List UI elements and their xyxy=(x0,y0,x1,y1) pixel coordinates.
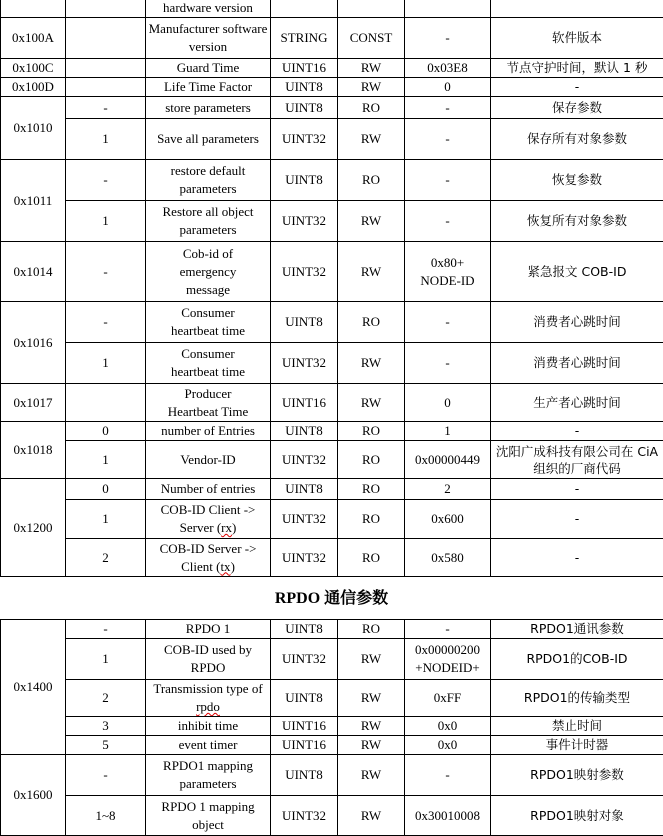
access-cell: RO xyxy=(338,500,405,539)
table-row xyxy=(1,78,663,97)
description-cell: - xyxy=(491,500,663,539)
subindex-cell: - xyxy=(66,160,146,201)
spellcheck-word: rx xyxy=(221,520,232,535)
subindex-cell: 1 xyxy=(66,119,146,160)
access-cell: RW xyxy=(338,119,405,160)
access-cell: RW xyxy=(338,755,405,796)
spellcheck-word: rpdo xyxy=(196,699,220,714)
type-cell: UINT8 xyxy=(271,620,338,639)
subindex-cell: 1 xyxy=(66,441,146,479)
default-cell: 0xFF xyxy=(405,680,491,717)
type-cell: UINT16 xyxy=(271,717,338,736)
default-cell: 0x00000200 +NODEID+ xyxy=(405,639,491,680)
type-cell: UINT32 xyxy=(271,539,338,577)
name-cell: store parameters xyxy=(146,97,271,119)
name-cell: Restore all object parameters xyxy=(146,201,271,242)
access-cell: RW xyxy=(338,796,405,836)
name-cell: Life Time Factor xyxy=(146,78,271,97)
table-row xyxy=(1,539,663,577)
type-cell: UINT8 xyxy=(271,680,338,717)
description-cell: 恢复参数 xyxy=(491,160,663,201)
type-cell: UINT8 xyxy=(271,479,338,500)
default-cell: - xyxy=(405,119,491,160)
default-cell: 0x0 xyxy=(405,736,491,755)
description-cell: 消费者心跳时间 xyxy=(491,343,663,384)
name-cell: Producer Heartbeat Time xyxy=(146,384,271,422)
type-cell: UINT32 xyxy=(271,639,338,680)
access-cell: CONST xyxy=(338,18,405,59)
access-cell: RO xyxy=(338,620,405,639)
type-cell: UINT8 xyxy=(271,160,338,201)
index-cell: 0x1600 xyxy=(1,755,66,836)
name-text: ) xyxy=(231,559,235,574)
description-cell: - xyxy=(491,479,663,500)
description-cell: 紧急报文 COB-ID xyxy=(491,242,663,302)
name-cell: restore default parameters xyxy=(146,160,271,201)
name-cell: Cob-id of emergency message xyxy=(146,242,271,302)
subindex-cell xyxy=(66,78,146,97)
default-cell: 0x03E8 xyxy=(405,59,491,78)
subindex-cell xyxy=(66,0,146,18)
type-cell: UINT8 xyxy=(271,302,338,343)
access-cell: RO xyxy=(338,302,405,343)
subindex-cell: 5 xyxy=(66,736,146,755)
table-row xyxy=(1,441,663,479)
name-cell: Guard Time xyxy=(146,59,271,78)
default-cell: 0x80+ NODE-ID xyxy=(405,242,491,302)
table-row xyxy=(1,18,663,59)
access-cell: RW xyxy=(338,717,405,736)
default-cell: 0x580 xyxy=(405,539,491,577)
description-cell: 消费者心跳时间 xyxy=(491,302,663,343)
table-row xyxy=(1,479,663,500)
access-cell: RO xyxy=(338,441,405,479)
subindex-cell: - xyxy=(66,755,146,796)
default-cell: 0x30010008 xyxy=(405,796,491,836)
name-cell: hardware version xyxy=(146,0,271,18)
type-cell: UINT32 xyxy=(271,796,338,836)
type-cell: UINT8 xyxy=(271,422,338,441)
name-cell: COB-ID used by RPDO xyxy=(146,639,271,680)
name-cell: Consumer heartbeat time xyxy=(146,343,271,384)
default-cell: 2 xyxy=(405,479,491,500)
index-cell: 0x1200 xyxy=(1,479,66,577)
description-cell: 节点守护时间，默认 1 秒 xyxy=(491,59,663,78)
name-cell: RPDO 1 xyxy=(146,620,271,639)
type-cell: UINT8 xyxy=(271,78,338,97)
table-row xyxy=(1,755,663,796)
table-row xyxy=(1,343,663,384)
name-cell xyxy=(146,539,271,577)
name-text: Transmission type of xyxy=(153,681,262,696)
description-cell: - xyxy=(491,78,663,97)
access-cell: RW xyxy=(338,639,405,680)
subindex-cell: - xyxy=(66,242,146,302)
table-row xyxy=(1,160,663,201)
access-cell: RW xyxy=(338,680,405,717)
default-cell: 0x0 xyxy=(405,717,491,736)
index-cell: 0x1400 xyxy=(1,620,66,755)
table-row xyxy=(1,639,663,680)
subindex-cell: 1 xyxy=(66,500,146,539)
subindex-cell: - xyxy=(66,620,146,639)
name-cell: Consumer heartbeat time xyxy=(146,302,271,343)
table-row xyxy=(1,97,663,119)
index-cell: 0x1018 xyxy=(1,422,66,479)
default-cell: 0x600 xyxy=(405,500,491,539)
name-cell: Number of entries xyxy=(146,479,271,500)
table-row xyxy=(1,620,663,639)
type-cell: UINT32 xyxy=(271,500,338,539)
type-cell: UINT32 xyxy=(271,441,338,479)
type-cell: UINT32 xyxy=(271,201,338,242)
default-cell: - xyxy=(405,755,491,796)
index-cell: 0x1014 xyxy=(1,242,66,302)
default-cell: - xyxy=(405,201,491,242)
access-cell: RO xyxy=(338,160,405,201)
access-cell: RO xyxy=(338,422,405,441)
description-cell: - xyxy=(491,422,663,441)
subindex-cell: 1~8 xyxy=(66,796,146,836)
access-cell: RW xyxy=(338,242,405,302)
access-cell: RW xyxy=(338,384,405,422)
name-text: ) xyxy=(232,520,236,535)
description-cell: RPDO1通讯参数 xyxy=(491,620,663,639)
table-row xyxy=(1,384,663,422)
access-cell: RO xyxy=(338,539,405,577)
type-cell: UINT16 xyxy=(271,736,338,755)
description-cell: 保存所有对象参数 xyxy=(491,119,663,160)
description-cell: RPDO1映射参数 xyxy=(491,755,663,796)
type-cell: UINT32 xyxy=(271,242,338,302)
rpdo-table xyxy=(0,619,663,836)
access-cell: RO xyxy=(338,479,405,500)
access-cell: RW xyxy=(338,201,405,242)
name-cell: RPDO 1 mapping object xyxy=(146,796,271,836)
name-text: COB-ID Client -> Server ( xyxy=(161,502,256,535)
name-cell xyxy=(146,680,271,717)
default-cell: 0 xyxy=(405,384,491,422)
subindex-cell: - xyxy=(66,97,146,119)
index-cell: 0x1011 xyxy=(1,160,66,242)
default-cell: - xyxy=(405,97,491,119)
name-cell: inhibit time xyxy=(146,717,271,736)
table-row xyxy=(1,500,663,539)
default-cell: 0x00000449 xyxy=(405,441,491,479)
subindex-cell: 3 xyxy=(66,717,146,736)
name-cell: number of Entries xyxy=(146,422,271,441)
index-cell: 0x100A xyxy=(1,18,66,59)
name-cell xyxy=(146,500,271,539)
default-cell: - xyxy=(405,302,491,343)
default-cell: - xyxy=(405,620,491,639)
index-cell: 0x1010 xyxy=(1,97,66,160)
table-row xyxy=(1,302,663,343)
default-cell: 0 xyxy=(405,78,491,97)
table-row xyxy=(1,119,663,160)
subindex-cell: 1 xyxy=(66,343,146,384)
type-cell: UINT32 xyxy=(271,343,338,384)
type-cell: UINT8 xyxy=(271,97,338,119)
access-cell: RW xyxy=(338,343,405,384)
default-cell: - xyxy=(405,18,491,59)
table-row xyxy=(1,736,663,755)
table-row xyxy=(1,242,663,302)
description-cell: 软件版本 xyxy=(491,18,663,59)
subindex-cell: 0 xyxy=(66,422,146,441)
index-cell: 0x100D xyxy=(1,78,66,97)
description-cell: 禁止时间 xyxy=(491,717,663,736)
description-cell xyxy=(491,0,663,18)
description-cell: 沈阳广成科技有限公司在 CiA组织的厂商代码 xyxy=(491,441,663,479)
access-cell: RW xyxy=(338,736,405,755)
description-cell: 事件计时器 xyxy=(491,736,663,755)
table-row xyxy=(1,59,663,78)
type-cell: UINT16 xyxy=(271,59,338,78)
index-cell: 0x1016 xyxy=(1,302,66,384)
description-cell: 保存参数 xyxy=(491,97,663,119)
access-cell: RW xyxy=(338,78,405,97)
subindex-cell: 1 xyxy=(66,639,146,680)
access-cell: RW xyxy=(338,59,405,78)
subindex-cell: 1 xyxy=(66,201,146,242)
default-cell: - xyxy=(405,343,491,384)
type-cell: UINT16 xyxy=(271,384,338,422)
default-cell: - xyxy=(405,160,491,201)
default-cell: 1 xyxy=(405,422,491,441)
type-cell xyxy=(271,0,338,18)
subindex-cell xyxy=(66,384,146,422)
table-row xyxy=(1,796,663,836)
description-cell: - xyxy=(491,539,663,577)
table-row xyxy=(1,201,663,242)
description-cell: 恢复所有对象参数 xyxy=(491,201,663,242)
table-row xyxy=(1,717,663,736)
name-cell: Save all parameters xyxy=(146,119,271,160)
name-cell: RPDO1 mapping parameters xyxy=(146,755,271,796)
description-cell: RPDO1映射对象 xyxy=(491,796,663,836)
default-cell xyxy=(405,0,491,18)
table-row xyxy=(1,680,663,717)
description-cell: RPDO1的COB-ID xyxy=(491,639,663,680)
index-cell: 0x100C xyxy=(1,59,66,78)
table-row xyxy=(1,422,663,441)
access-cell xyxy=(338,0,405,18)
name-cell: Manufacturer software version xyxy=(146,18,271,59)
section-title: RPDO 通信参数 xyxy=(0,588,663,610)
description-cell: RPDO1的传输类型 xyxy=(491,680,663,717)
subindex-cell: 2 xyxy=(66,539,146,577)
spellcheck-word: tx xyxy=(220,559,230,574)
name-cell: event timer xyxy=(146,736,271,755)
type-cell: STRING xyxy=(271,18,338,59)
table-row xyxy=(1,0,663,18)
name-text: COB-ID Server -> Client ( xyxy=(160,541,257,574)
index-cell xyxy=(1,0,66,18)
type-cell: UINT32 xyxy=(271,119,338,160)
subindex-cell: 2 xyxy=(66,680,146,717)
subindex-cell: 0 xyxy=(66,479,146,500)
subindex-cell: - xyxy=(66,302,146,343)
subindex-cell xyxy=(66,18,146,59)
access-cell: RO xyxy=(338,97,405,119)
index-cell: 0x1017 xyxy=(1,384,66,422)
subindex-cell xyxy=(66,59,146,78)
name-cell: Vendor-ID xyxy=(146,441,271,479)
type-cell: UINT8 xyxy=(271,755,338,796)
description-cell: 生产者心跳时间 xyxy=(491,384,663,422)
